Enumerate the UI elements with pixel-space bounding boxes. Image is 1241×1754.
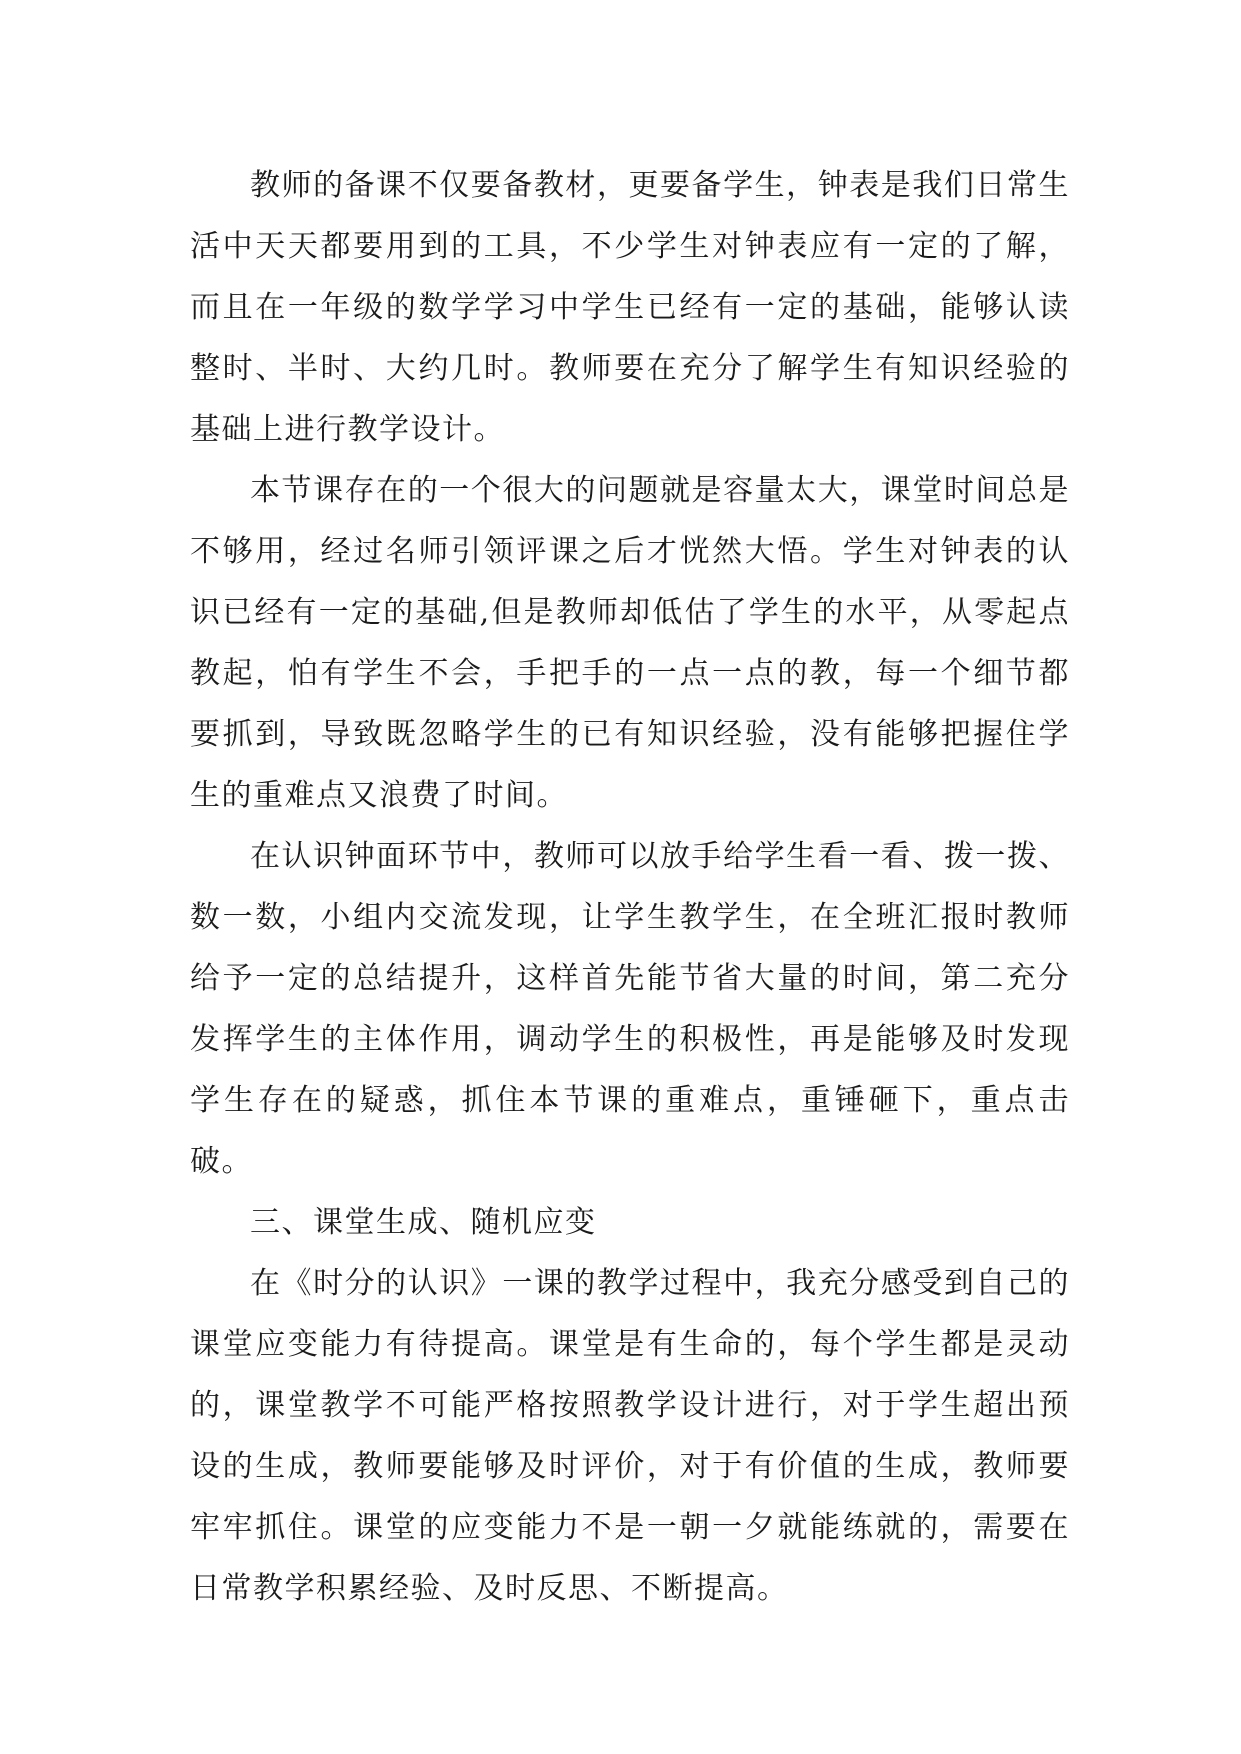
section-heading: 三、课堂生成、随机应变 <box>250 1205 597 1240</box>
paragraph-classroom-adaptation: 在《时分的认识》一课的教学过程中，我充分感受到自己的课堂应变能力有待提高。课堂是有生命的，每个学生都是灵动的，课堂教学不可能严格按照教学设计进行，对于学生超出预设的生成，教师要能够及时评价，对于有价值的生成，教师要牢牢抓住。课堂的应变能力不是一朝一夕就能练就的，需要在日常教学积累经验、及时反思、不断提高。 <box>190 1266 1070 1606</box>
paragraph-lesson-preparation: 教师的备课不仅要备教材，更要备学生，钟表是我们日常生活中天天都要用到的工具，不少学生对钟表应有一定的了解，而且在一年级的数学学习中学生已经有一定的基础，能够认读整时、半时、大约几时。教师要在充分了解学生有知识经验的基础上进行教学设计。 <box>190 168 1070 447</box>
paragraph-clock-face: 在认识钟面环节中，教师可以放手给学生看一看、拨一拨、数一数，小组内交流发现，让学生教学生，在全班汇报时教师给予一定的总结提升，这样首先能节省大量的时间，第二充分发挥学生的主体作用，调动学生的积极性，再是能够及时发现学生存在的疑惑，抓住本节课的重难点，重锤砸下，重点击破。 <box>190 839 1070 1179</box>
document-body <box>190 155 1070 1619</box>
paragraph-lesson-capacity: 本节课存在的一个很大的问题就是容量太大，课堂时间总是不够用，经过名师引领评课之后才恍然大悟。学生对钟表的认识已经有一定的基础,但是教师却低估了学生的水平，从零起点教起，怕有学生不会，手把手的一点一点的教，每一个细节都要抓到，导致既忽略学生的已有知识经验，没有能够把握住学生的重难点又浪费了时间。 <box>190 473 1070 813</box>
